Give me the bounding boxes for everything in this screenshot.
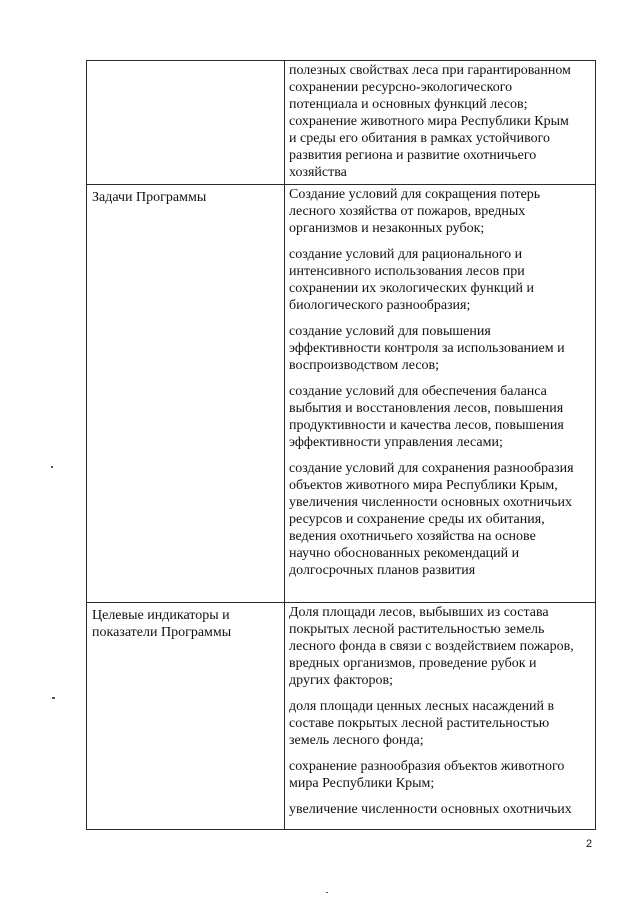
text-line: составе покрытых лесной растительностью <box>289 716 550 731</box>
paragraph <box>289 604 589 689</box>
paragraph <box>289 186 589 237</box>
text-line: продуктивности и качества лесов, повышения <box>289 418 564 433</box>
row-content-cell <box>285 61 596 185</box>
text-line: воспроизводством лесов; <box>289 358 440 373</box>
text-line: эффективности контроля за использованием и <box>289 341 565 356</box>
paragraph <box>289 62 589 113</box>
row-label-cell <box>87 603 285 830</box>
text-line: других факторов; <box>289 673 394 688</box>
text-line: земель лесного фонда; <box>289 733 424 748</box>
paragraph <box>289 383 589 451</box>
row-content-cell <box>285 603 596 830</box>
program-passport-table <box>86 60 596 830</box>
text-line: увеличение численности основных охотничьих <box>289 802 572 817</box>
scan-speck <box>51 466 53 468</box>
table-row <box>87 61 596 185</box>
scan-speck <box>326 892 328 893</box>
row-content-cell <box>285 185 596 603</box>
text-line: лесного фонда в связи с воздействием пожаров, <box>289 639 574 654</box>
table-row <box>87 185 596 603</box>
paragraph <box>289 113 589 181</box>
paragraph <box>289 460 589 579</box>
text-line: организмов и незаконных рубок; <box>289 221 485 236</box>
text-line: научно обоснованных рекомендаций и <box>289 546 520 561</box>
paragraph <box>289 246 589 314</box>
text-line: лесного хозяйства от пожаров, вредных <box>289 204 526 219</box>
text-line: вредных организмов, проведение рубок и <box>289 656 537 671</box>
text-line: хозяйства <box>289 165 347 180</box>
scan-speck <box>52 697 55 699</box>
row-label <box>92 607 280 641</box>
text-line: создание условий для рационального и <box>289 247 523 262</box>
text-line: биологического разнообразия; <box>289 298 471 313</box>
text-line: Целевые индикаторы и <box>92 608 230 623</box>
table-row <box>87 603 596 830</box>
text-line: доля площади ценных лесных насаждений в <box>289 699 555 714</box>
text-line: сохранение разнообразия объектов животного <box>289 759 565 774</box>
text-line: развития региона и развитие охотничьего <box>289 148 537 163</box>
text-line: объектов животного мира Республики Крым, <box>289 478 558 493</box>
text-line: создание условий для повышения <box>289 324 491 339</box>
page-number: 2 <box>586 838 593 850</box>
text-line: показатели Программы <box>92 625 232 640</box>
text-line: долгосрочных планов развития <box>289 563 476 578</box>
text-line: полезных свойствах леса при гарантированном <box>289 63 571 78</box>
text-line: потенциала и основных функций лесов; <box>289 97 528 112</box>
row-label-cell <box>87 61 285 185</box>
text-line: сохранении их экологических функций и <box>289 281 534 296</box>
paragraph <box>289 323 589 374</box>
text-line: выбытия и восстановления лесов, повышения <box>289 401 564 416</box>
text-line: увеличения численности основных охотничьих <box>289 495 573 510</box>
text-line: сохранении ресурсно-экологического <box>289 80 513 95</box>
text-line: сохранение животного мира Республики Крым <box>289 114 569 129</box>
text-line: покрытых лесной растительностью земель <box>289 622 545 637</box>
row-label: Задачи Программы <box>92 190 207 205</box>
text-line: мира Республики Крым; <box>289 776 435 791</box>
text-line: Создание условий для сокращения потерь <box>289 187 541 202</box>
text-line: интенсивного использования лесов при <box>289 264 525 279</box>
paragraph <box>289 698 589 749</box>
text-line: создание условий для обеспечения баланса <box>289 384 547 399</box>
paragraph <box>289 758 589 792</box>
text-line: эффективности управления лесами; <box>289 435 503 450</box>
row-label-cell <box>87 185 285 603</box>
text-line: и среды его обитания в рамках устойчивого <box>289 131 550 146</box>
text-line: ведения охотничьего хозяйства на основе <box>289 529 536 544</box>
text-line: Доля площади лесов, выбывших из состава <box>289 605 549 620</box>
text-line: ресурсов и сохранение среды их обитания, <box>289 512 545 527</box>
text-line: создание условий для сохранения разнообразия <box>289 461 574 476</box>
paragraph <box>289 801 589 818</box>
